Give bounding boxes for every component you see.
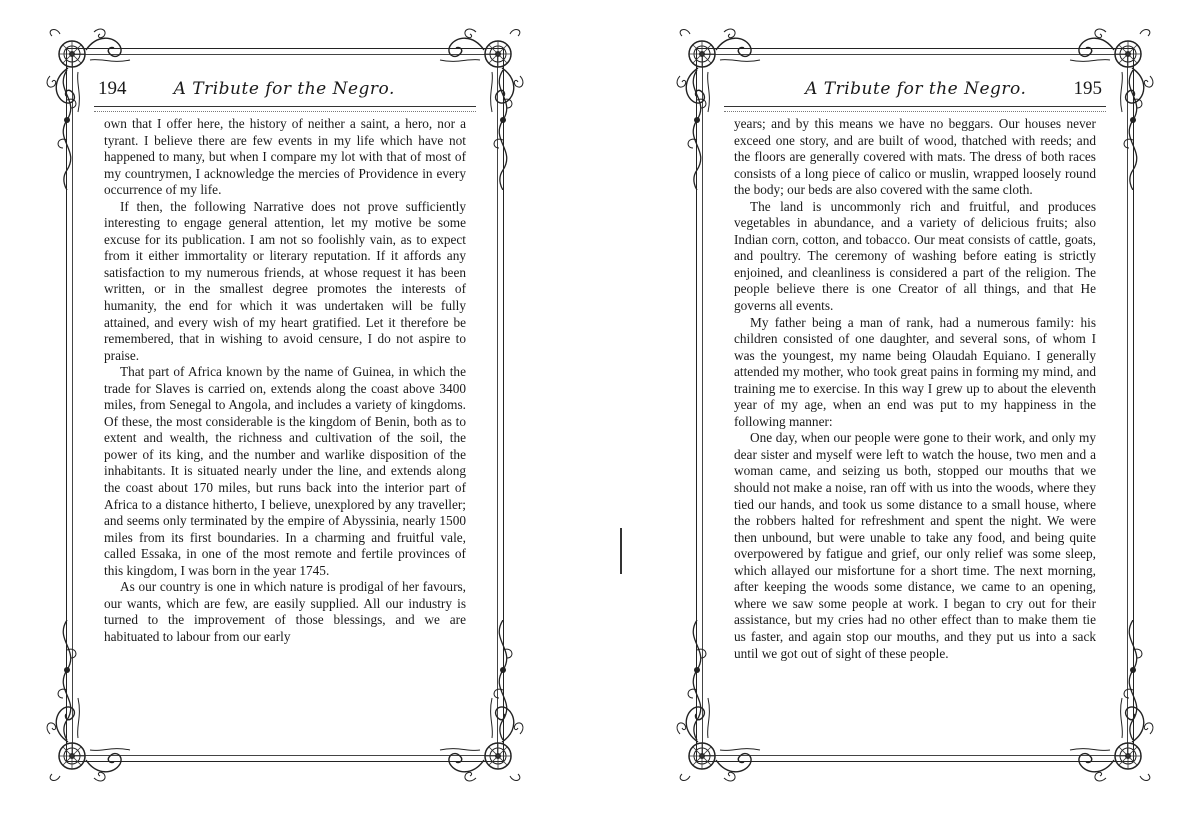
header-rule: [94, 106, 476, 112]
running-title: A Tribute for the Negro.: [805, 79, 1027, 99]
left-page: [48, 30, 522, 780]
paragraph: As our country is one in which nature is prodigal of her favours, our wants, which are few, are easily supplied. All our industry is turned to the improvement of those blessings, and we are habituated to labour from our early: [104, 579, 466, 644]
side-ornament-icon: [52, 620, 82, 740]
side-ornament-icon: [1118, 620, 1148, 740]
body-text: [104, 116, 466, 646]
paragraph: One day, when our people were gone to their work, and only my dear sister and myself were left to watch the house, two men and a woman came, and seizing us both, stopped our mouths that we should not make a noise, ran off with us into the woods, where they tied our hands, and took us some distance to a small house, where the robbers halted for refreshment and spent the night. We were then unbound, but were unable to take any food, and being quite overpowered by fatigue and grief, our only relief was some sleep, which allayed our misfortune for a short time. The next morning, after keeping the woods some distance, we came to an opening, where we saw some people at work. I began to cry out for their assistance, but my cries had no other effect than to make them tie us faster, and again stop our mouths, and they put us into a sack until we got out of sight of these people.: [734, 430, 1096, 661]
side-ornament-icon: [52, 70, 82, 190]
gutter-mark: [620, 528, 622, 574]
side-ornament-icon: [1118, 70, 1148, 190]
page-number: 194: [98, 78, 127, 99]
paragraph: The land is uncommonly rich and fruitful, and produces vegetables in abundance, and a variety of delicious fruits; also Indian corn, cotton, and tobacco. Our meat consists of cattle, goats, and poultry. The ceremony of washing before eating is strictly enjoined, and cleanliness is considered a part of the religion. The people believe there is one Creator of all things, and that He governs all events.: [734, 198, 1096, 314]
header-rule: [724, 106, 1106, 112]
page-header: [98, 74, 472, 104]
paragraph: My father being a man of rank, had a numerous family: his children consisted of one daughter, and several sons, of whom I was the youngest, my name being Olaudah Equiano. I generally attended my mother, who took great pains in forming my mind, and training me to exercise. In this way I grew up to about the eleventh year of my age, when an end was put to my happiness in the following manner:: [734, 314, 1096, 429]
right-page: [678, 30, 1152, 780]
side-ornament-icon: [682, 70, 712, 190]
side-ornament-icon: [488, 620, 518, 740]
paragraph: That part of Africa known by the name of Guinea, in which the trade for Slaves is carried on, extends along the coast above 3400 miles, from Senegal to Angola, and includes a variety of kingdoms. Of these, the most considerable is the kingdom of Benin, both as to extent and wealth, the richness and cultivation of the soil, the power of its king, and the number and warlike disposition of the inhabitants. It is situated nearly under the line, and extends along the coast about 170 miles, but runs back into the interior part of Africa to a distance hitherto, I believe, unexplored by any traveller; and seems only terminated by the empire of Abyssinia, nearly 1500 miles from its first boundaries. In a charming and fruitful vale, called Essaka, in one of the most remote and fertile provinces of this kingdom, I was born in the year 1745.: [104, 364, 466, 578]
page-header: [728, 74, 1102, 104]
body-text: [734, 116, 1096, 662]
side-ornament-icon: [682, 620, 712, 740]
paragraph: own that I offer here, the history of neither a saint, a hero, nor a tyrant. I believe there are few events in my life which have not happened to many, but when I compare my lot with that of most of my countrymen, I acknowledge the mercies of Providence in every occurrence of my life.: [104, 116, 466, 198]
running-title: A Tribute for the Negro.: [173, 79, 395, 99]
side-ornament-icon: [488, 70, 518, 190]
page-number: 195: [1073, 78, 1102, 99]
paragraph: years; and by this means we have no beggars. Our houses never exceed one story, and are built of wood, thatched with reeds; and the floors are generally covered with mats. The dress of both races consists of a long piece of calico or muslin, wrapped loosely round the body; our beds are also covered with the same cloth.: [734, 116, 1096, 198]
paragraph: If then, the following Narrative does not prove sufficiently interesting to engage general attention, let my motive be some excuse for its publication. I am not so foolishly vain, as to expect from it either immortality or literary reputation. If it affords any satisfaction to my numerous friends, at whose request it has been written, or in the smallest degree promotes the interests of humanity, the end for which it was undertaken will be fully attained, and every wish of my heart gratified. Let it therefore be remembered, that in wishing to avoid censure, I do not aspire to praise.: [104, 198, 466, 363]
